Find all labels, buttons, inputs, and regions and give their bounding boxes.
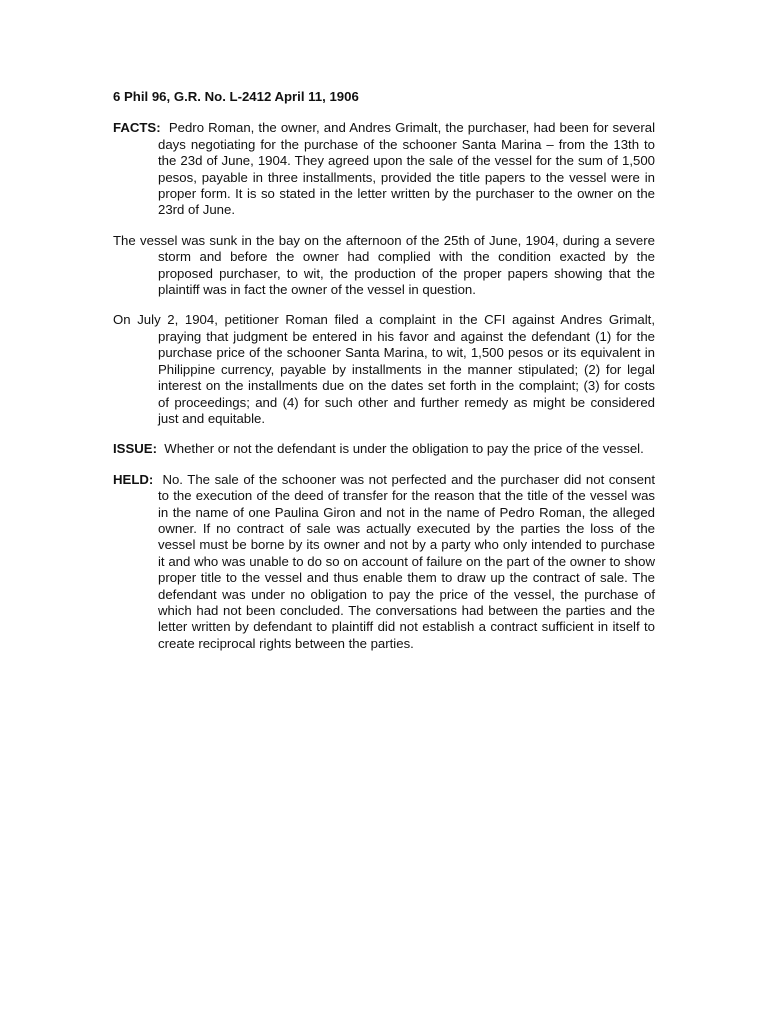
facts-label: FACTS: [113, 120, 161, 136]
facts-text: Pedro Roman, the owner, and Andres Grimalt, the purchaser, had been for several days negotiating for the purchase of the schooner Santa Marina – from the 13th to the 23d of June, 1904. They agreed upon the sale of the vessel for the sum of 1,500 pesos, payable in three installments, provided the title papers to the vessel were in proper form. It is so stated in the letter written by the purchaser to the owner on the 23rd of June. [158, 120, 656, 218]
issue-text: Whether or not the defendant is under the obligation to pay the price of the vessel. [164, 441, 644, 457]
issue-label: ISSUE: [113, 441, 157, 457]
complaint-paragraph: On July 2, 1904, petitioner Roman filed a complaint in the CFI against Andres Grimalt, praying that judgment be entered in his favor and against the defendant (1) for the purchase price of the schooner Santa Marina, to wit, 1,500 pesos or its equivalent in Philippine currency, payable by installments in the manner stipulated; (2) for legal interest on the installments due on the dates set forth in the complaint; (3) for costs of proceedings; and (4) for such other and further remedy as might be considered just and equitable. [113, 312, 655, 426]
facts-paragraph [113, 120, 655, 218]
issue-paragraph [113, 441, 655, 457]
held-text: No. The sale of the schooner was not perfected and the purchaser did not consent to the execution of the deed of transfer for the reason that the title of the vessel was in the name of one Paulina Giron and not in the name of Pedro Roman, the alleged owner. If no contract of sale was actually executed by the parties the loss of the vessel must be borne by its owner and not by a party who only intended to purchase it and who was unable to do so on account of failure on the part of the owner to show proper title to the vessel and thus enable them to draw up the contract of sale. The defendant was under no obligation to pay the price of the vessel, the purchase of which had not been concluded. The conversations had between the parties and the letter written by defendant to plaintiff did not establish a contract sufficient in itself to create reciprocal rights between the parties. [158, 471, 655, 651]
document-page [113, 89, 655, 666]
held-paragraph [113, 472, 655, 652]
case-citation: 6 Phil 96, G.R. No. L-2412 April 11, 1906 [113, 89, 359, 104]
held-label: HELD: [113, 471, 154, 487]
sinking-paragraph: The vessel was sunk in the bay on the afternoon of the 25th of June, 1904, during a severe storm and before the owner had complied with the condition exacted by the proposed purchaser, to wit, the production of the proper papers showing that the plaintiff was in fact the owner of the vessel in question. [113, 232, 655, 298]
